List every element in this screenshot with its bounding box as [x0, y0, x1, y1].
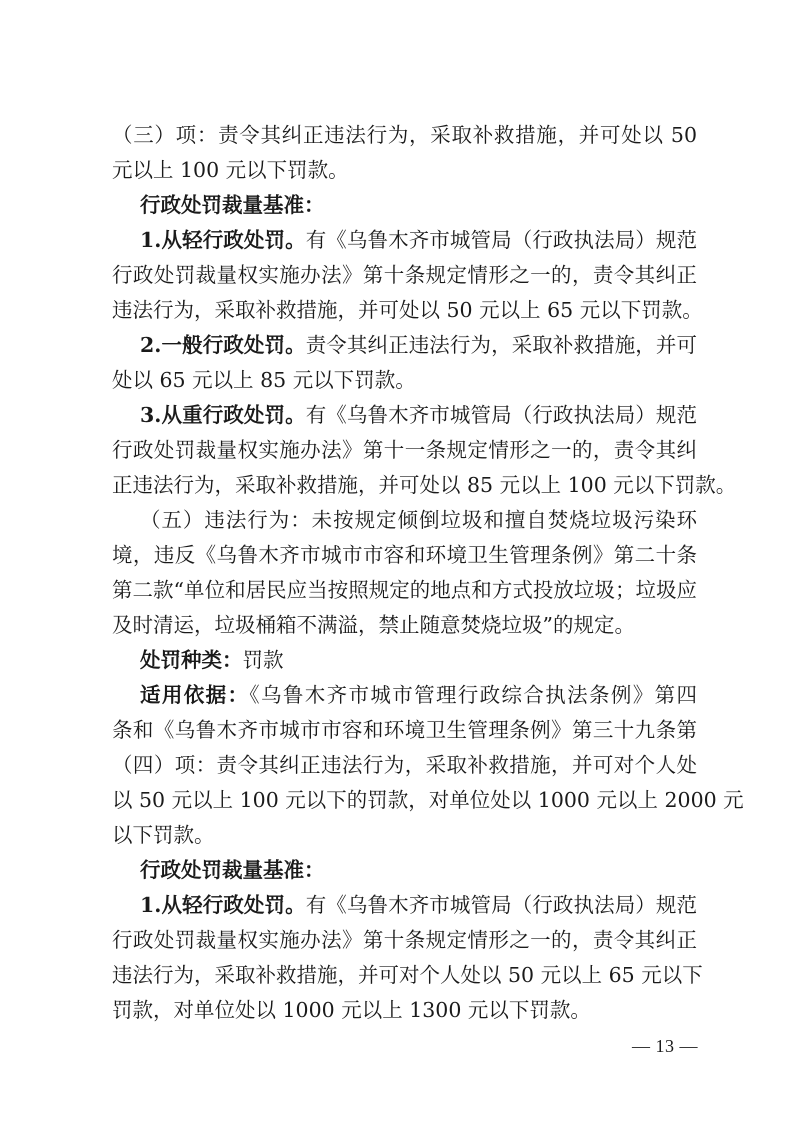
item-lead: 3.从重行政处罚。	[140, 403, 306, 427]
paragraph-line	[112, 888, 697, 923]
section-heading: 行政处罚裁量基准：	[140, 193, 325, 217]
paragraph-line: 条和《乌鲁木齐市城市市容和环境卫生管理条例》第三十九条第	[112, 718, 697, 742]
paragraph-line	[112, 398, 697, 433]
item-lead: 2.一般行政处罚。	[140, 333, 306, 357]
paragraph-line: 及时清运，垃圾桶箱不满溢，禁止随意焚烧垃圾”的规定。	[112, 613, 635, 637]
paragraph-line: （三）项：责令其纠正违法行为，采取补救措施，并可处以 50	[112, 123, 697, 147]
document-page	[112, 118, 744, 1028]
item-lead: 处罚种类：	[140, 648, 243, 672]
paragraph-line	[112, 223, 697, 258]
paragraph-line	[112, 643, 697, 678]
paragraph-line: 正违法行为，采取补救措施，并可处以 85 元以上 100 元以下罚款。	[112, 473, 737, 497]
paragraph-line: 行政处罚裁量权实施办法》第十条规定情形之一的，责令其纠正	[112, 263, 697, 287]
paragraph-line: 以下罚款。	[112, 823, 215, 847]
paragraph-line	[112, 678, 697, 713]
paragraph-line: 以 50 元以上 100 元以下的罚款，对单位处以 1000 元以上 2000 元	[112, 788, 744, 812]
paragraph-line: 罚款，对单位处以 1000 元以上 1300 元以下罚款。	[112, 998, 591, 1022]
section-heading: 行政处罚裁量基准：	[140, 858, 325, 882]
paragraph-line: 第二款“单位和居民应当按照规定的地点和方式投放垃圾；垃圾应	[112, 578, 697, 602]
paragraph-line: （四）项：责令其纠正违法行为，采取补救措施，并可对个人处	[112, 753, 697, 777]
item-lead: 适用依据：	[140, 683, 250, 707]
paragraph-line: 元以上 100 元以下罚款。	[112, 158, 349, 182]
paragraph-line: 境，违反《乌鲁木齐市城市市容和环境卫生管理条例》第二十条	[112, 543, 697, 567]
paragraph-text: 有《乌鲁木齐市城管局（行政执法局）规范	[305, 228, 697, 252]
item-lead: 1.从轻行政处罚。	[140, 228, 306, 252]
paragraph-text: 责令其纠正违法行为，采取补救措施，并可	[305, 333, 697, 357]
paragraph-line: （五）违法行为：未按规定倾倒垃圾和擅自焚烧垃圾污染环	[140, 508, 697, 532]
paragraph-text: 罚款	[242, 648, 284, 672]
page-number: — 13 —	[632, 1036, 698, 1056]
paragraph-text: 有《乌鲁木齐市城管局（行政执法局）规范	[305, 893, 697, 917]
paragraph-line: 违法行为，采取补救措施，并可处以 50 元以上 65 元以下罚款。	[112, 298, 703, 322]
paragraph-line: 违法行为，采取补救措施，并可对个人处以 50 元以上 65 元以下	[112, 963, 703, 987]
paragraph-line: 行政处罚裁量权实施办法》第十条规定情形之一的，责令其纠正	[112, 928, 697, 952]
item-lead: 1.从轻行政处罚。	[140, 893, 306, 917]
paragraph-text: 《乌鲁木齐市城市管理行政综合执法条例》第四	[249, 683, 698, 707]
paragraph-line: 行政处罚裁量权实施办法》第十一条规定情形之一的，责令其纠	[112, 438, 697, 462]
paragraph-line: 处以 65 元以上 85 元以下罚款。	[112, 368, 416, 392]
paragraph-line	[112, 328, 697, 363]
paragraph-text: 有《乌鲁木齐市城管局（行政执法局）规范	[305, 403, 697, 427]
